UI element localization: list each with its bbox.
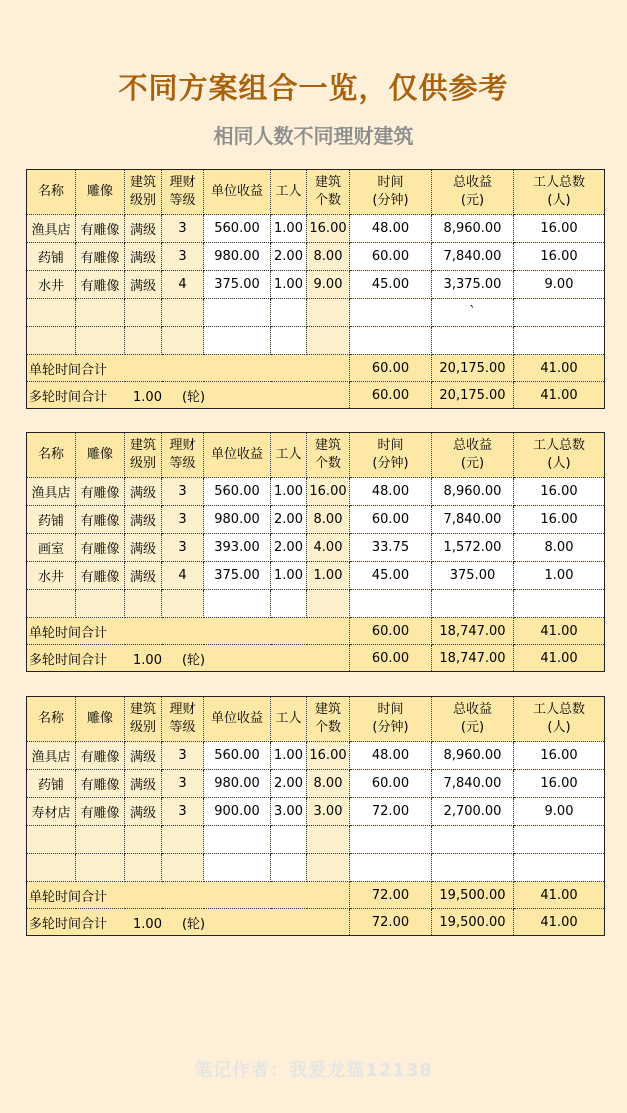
multi-round-income: 18,747.00 <box>432 645 514 672</box>
table-cell: 药铺 <box>27 243 76 271</box>
table-cell <box>204 826 271 854</box>
table-cell: 7,840.00 <box>432 770 514 798</box>
single-round-total-row <box>27 355 605 382</box>
table-cell: 16.00 <box>514 243 605 271</box>
table-cell <box>514 327 605 355</box>
header-text: 工人总数 <box>532 438 585 453</box>
table-cell <box>125 826 162 854</box>
multi-round-label-cell <box>27 909 350 936</box>
table-cell <box>514 826 605 854</box>
multi-round-workers: 41.00 <box>514 909 605 936</box>
multi-round-total-row <box>27 909 605 936</box>
table-cell: 有雕像 <box>76 742 125 770</box>
table-cell <box>307 826 350 854</box>
header-text: 级别 <box>129 456 156 471</box>
column-header <box>27 433 76 478</box>
table-cell: 有雕像 <box>76 215 125 243</box>
column-header <box>307 697 350 742</box>
multi-round-workers: 41.00 <box>514 382 605 409</box>
table-cell: 水井 <box>27 271 76 299</box>
column-header <box>350 697 432 742</box>
header-text: 个数 <box>314 720 341 735</box>
single-round-label: 单轮时间合计 <box>27 882 350 909</box>
table-row <box>27 798 605 826</box>
table-cell <box>271 826 307 854</box>
column-header <box>125 433 162 478</box>
column-header <box>76 433 125 478</box>
table-cell: 有雕像 <box>76 770 125 798</box>
column-header <box>27 170 76 215</box>
table-cell: 满级 <box>125 742 162 770</box>
plan-table <box>26 696 605 936</box>
column-header <box>432 433 514 478</box>
header-text: 时间 <box>377 702 404 717</box>
header-text: 工人总数 <box>532 175 585 190</box>
table-row <box>27 534 605 562</box>
header-text: 理财 <box>169 175 196 190</box>
table-cell: 满级 <box>125 534 162 562</box>
table-cell <box>350 854 432 882</box>
table-header-row <box>27 170 605 215</box>
single-round-time: 60.00 <box>350 618 432 645</box>
header-text: (分钟) <box>372 456 409 471</box>
table-cell: 寿材店 <box>27 798 76 826</box>
table-cell: 560.00 <box>204 478 271 506</box>
table-cell <box>162 826 204 854</box>
header-text: 建筑 <box>129 702 156 717</box>
header-text: 单位收益 <box>210 184 263 199</box>
table-cell: 393.00 <box>204 534 271 562</box>
table-cell: 3,375.00 <box>432 271 514 299</box>
table-cell: 有雕像 <box>76 534 125 562</box>
column-header <box>271 433 307 478</box>
table-cell: 3 <box>162 215 204 243</box>
table-cell: 33.75 <box>350 534 432 562</box>
round-unit: (轮) <box>181 652 206 668</box>
author-credit: 笔记作者：我爱龙猫12138 <box>194 1060 433 1081</box>
column-header <box>307 433 350 478</box>
multi-round-label: 多轮时间合计 <box>29 389 108 405</box>
table-cell <box>350 327 432 355</box>
table-cell <box>432 327 514 355</box>
header-text: 理财 <box>169 438 196 453</box>
table-cell: 满级 <box>125 770 162 798</box>
multi-round-total-row <box>27 382 605 409</box>
single-round-income: 20,175.00 <box>432 355 514 382</box>
table-cell <box>432 826 514 854</box>
column-header <box>514 433 605 478</box>
table-cell <box>307 299 350 327</box>
table-cell: 900.00 <box>204 798 271 826</box>
column-header <box>432 697 514 742</box>
header-text: 单位收益 <box>210 447 263 462</box>
column-header <box>162 433 204 478</box>
table-cell: 有雕像 <box>76 478 125 506</box>
table-row <box>27 271 605 299</box>
table-cell: 16.00 <box>514 742 605 770</box>
header-text: (人) <box>547 720 571 735</box>
column-header <box>432 170 514 215</box>
table-cell <box>432 590 514 618</box>
table-cell <box>204 327 271 355</box>
table-row <box>27 590 605 618</box>
table-cell: 60.00 <box>350 243 432 271</box>
table-row <box>27 215 605 243</box>
table-cell: 渔具店 <box>27 215 76 243</box>
header-text: (人) <box>547 456 571 471</box>
header-text: 级别 <box>129 193 156 208</box>
column-header <box>204 697 271 742</box>
table-cell: 45.00 <box>350 562 432 590</box>
header-text: 等级 <box>169 193 196 208</box>
table-cell <box>204 590 271 618</box>
table-cell <box>27 854 76 882</box>
table-cell: 3 <box>162 534 204 562</box>
header-text: 工人总数 <box>532 702 585 717</box>
table-cell: 2.00 <box>271 770 307 798</box>
table-cell <box>271 299 307 327</box>
header-text: 名称 <box>37 447 64 462</box>
table-cell: 画室 <box>27 534 76 562</box>
table-cell: 4 <box>162 271 204 299</box>
table-cell: 1.00 <box>271 742 307 770</box>
table-cell <box>125 299 162 327</box>
table-cell: 3 <box>162 742 204 770</box>
single-round-income: 18,747.00 <box>432 618 514 645</box>
column-header <box>76 170 125 215</box>
table-row <box>27 327 605 355</box>
table-cell: 60.00 <box>350 770 432 798</box>
table-cell <box>307 854 350 882</box>
header-text: 等级 <box>169 456 196 471</box>
table-cell: 药铺 <box>27 770 76 798</box>
header-text: 等级 <box>169 720 196 735</box>
table-row <box>27 299 605 327</box>
header-text: 建筑 <box>314 702 341 717</box>
multi-round-label: 多轮时间合计 <box>29 652 108 668</box>
header-text: 雕像 <box>86 711 113 726</box>
table-cell <box>162 299 204 327</box>
header-text: (分钟) <box>372 720 409 735</box>
multi-round-label-cell <box>27 645 350 672</box>
table-cell <box>76 327 125 355</box>
table-cell: 48.00 <box>350 215 432 243</box>
table-cell: 8.00 <box>307 243 350 271</box>
table-cell: 渔具店 <box>27 742 76 770</box>
table-cell: 1.00 <box>271 562 307 590</box>
table-row <box>27 243 605 271</box>
table-cell: 16.00 <box>514 506 605 534</box>
table-cell: 560.00 <box>204 742 271 770</box>
header-text: 总收益 <box>452 175 492 190</box>
table-cell: 45.00 <box>350 271 432 299</box>
page-subtitle: 相同人数不同理财建筑 <box>213 124 414 148</box>
table-cell: 1.00 <box>271 271 307 299</box>
table-cell: 2.00 <box>271 243 307 271</box>
single-round-label: 单轮时间合计 <box>27 618 350 645</box>
multi-round-label-cell <box>27 382 350 409</box>
table-cell <box>125 327 162 355</box>
table-cell: 980.00 <box>204 506 271 534</box>
header-text: 工人 <box>275 447 302 462</box>
table-cell: 1.00 <box>514 562 605 590</box>
plan-table <box>26 169 605 409</box>
table-cell: 2.00 <box>271 534 307 562</box>
column-header <box>204 433 271 478</box>
table-cell: 3 <box>162 506 204 534</box>
table-cell: 375.00 <box>432 562 514 590</box>
table-row <box>27 826 605 854</box>
table-cell: 9.00 <box>514 798 605 826</box>
table-cell: 375.00 <box>204 562 271 590</box>
header-text: (元) <box>460 720 485 735</box>
table-row <box>27 562 605 590</box>
header-text: 建筑 <box>314 175 341 190</box>
table-cell: 有雕像 <box>76 243 125 271</box>
table-cell: 满级 <box>125 215 162 243</box>
header-text: 总收益 <box>452 438 492 453</box>
header-text: 总收益 <box>452 702 492 717</box>
header-text: 个数 <box>314 456 341 471</box>
single-round-label: 单轮时间合计 <box>27 355 350 382</box>
table-cell <box>27 299 76 327</box>
multi-round-total-row <box>27 645 605 672</box>
table-cell: 48.00 <box>350 742 432 770</box>
header-text: 雕像 <box>86 184 113 199</box>
header-text: 建筑 <box>314 438 341 453</box>
table-cell: 4 <box>162 562 204 590</box>
header-text: (人) <box>547 193 571 208</box>
table-cell <box>27 327 76 355</box>
table-cell <box>76 826 125 854</box>
table-cell: 8,960.00 <box>432 742 514 770</box>
header-text: 个数 <box>314 193 341 208</box>
round-unit: (轮) <box>181 916 206 932</box>
table-cell: 16.00 <box>307 742 350 770</box>
table-cell: 1.00 <box>307 562 350 590</box>
column-header <box>27 697 76 742</box>
table-cell: 有雕像 <box>76 506 125 534</box>
header-text: 建筑 <box>129 175 156 190</box>
header-text: 时间 <box>377 438 404 453</box>
header-text: 工人 <box>275 184 302 199</box>
multi-round-time: 60.00 <box>350 382 432 409</box>
table-cell <box>307 327 350 355</box>
header-text: 名称 <box>37 184 64 199</box>
table-cell: 9.00 <box>307 271 350 299</box>
table-cell <box>76 854 125 882</box>
column-header <box>162 170 204 215</box>
table-cell <box>125 590 162 618</box>
table-cell: 2,700.00 <box>432 798 514 826</box>
table-cell: 1.00 <box>271 215 307 243</box>
table-cell: 8.00 <box>514 534 605 562</box>
table-row <box>27 854 605 882</box>
table-cell <box>27 826 76 854</box>
table-cell: 渔具店 <box>27 478 76 506</box>
table-cell <box>514 299 605 327</box>
table-cell <box>350 299 432 327</box>
table-cell: 7,840.00 <box>432 506 514 534</box>
header-text: 名称 <box>37 711 64 726</box>
table-cell: 8,960.00 <box>432 478 514 506</box>
single-round-total-row <box>27 882 605 909</box>
round-count: 1.00 <box>133 652 162 668</box>
table-cell: 3 <box>162 798 204 826</box>
table-header-row <box>27 697 605 742</box>
table-cell: 60.00 <box>350 506 432 534</box>
table-cell: ` <box>432 299 514 327</box>
table-cell: 8.00 <box>307 506 350 534</box>
column-header <box>271 170 307 215</box>
table-cell <box>350 590 432 618</box>
table-cell <box>162 854 204 882</box>
multi-round-time: 60.00 <box>350 645 432 672</box>
table-row <box>27 478 605 506</box>
round-count: 1.00 <box>133 916 162 932</box>
table-cell <box>125 854 162 882</box>
column-header <box>204 170 271 215</box>
column-header <box>307 170 350 215</box>
column-header <box>350 433 432 478</box>
table-cell <box>307 590 350 618</box>
table-cell: 3.00 <box>307 798 350 826</box>
header-text: (元) <box>460 193 485 208</box>
multi-round-time: 72.00 <box>350 909 432 936</box>
header-text: (元) <box>460 456 485 471</box>
multi-round-workers: 41.00 <box>514 645 605 672</box>
table-row <box>27 742 605 770</box>
table-cell: 满级 <box>125 478 162 506</box>
table-cell: 1,572.00 <box>432 534 514 562</box>
table-cell <box>271 854 307 882</box>
table-cell: 16.00 <box>307 215 350 243</box>
table-cell: 48.00 <box>350 478 432 506</box>
plan-table <box>26 432 605 672</box>
table-cell <box>271 590 307 618</box>
column-header <box>350 170 432 215</box>
header-text: 单位收益 <box>210 711 263 726</box>
single-round-workers: 41.00 <box>514 618 605 645</box>
table-cell <box>204 854 271 882</box>
table-cell: 16.00 <box>307 478 350 506</box>
header-text: 建筑 <box>129 438 156 453</box>
round-unit: (轮) <box>181 389 206 405</box>
table-cell: 7,840.00 <box>432 243 514 271</box>
column-header <box>162 697 204 742</box>
table-cell <box>432 854 514 882</box>
table-cell: 980.00 <box>204 243 271 271</box>
table-cell <box>514 854 605 882</box>
table-cell: 有雕像 <box>76 271 125 299</box>
table-cell: 72.00 <box>350 798 432 826</box>
table-cell: 3 <box>162 243 204 271</box>
table-cell: 16.00 <box>514 770 605 798</box>
column-header <box>271 697 307 742</box>
table-cell <box>162 327 204 355</box>
table-cell: 满级 <box>125 243 162 271</box>
table-row <box>27 770 605 798</box>
table-cell: 8.00 <box>307 770 350 798</box>
multi-round-label: 多轮时间合计 <box>29 916 108 932</box>
header-text: (分钟) <box>372 193 409 208</box>
column-header <box>514 170 605 215</box>
table-cell: 2.00 <box>271 506 307 534</box>
column-header <box>125 170 162 215</box>
multi-round-income: 19,500.00 <box>432 909 514 936</box>
table-cell: 8,960.00 <box>432 215 514 243</box>
table-cell <box>76 590 125 618</box>
table-cell <box>162 590 204 618</box>
table-cell <box>27 590 76 618</box>
single-round-income: 19,500.00 <box>432 882 514 909</box>
column-header <box>514 697 605 742</box>
table-cell: 980.00 <box>204 770 271 798</box>
single-round-workers: 41.00 <box>514 882 605 909</box>
multi-round-income: 20,175.00 <box>432 382 514 409</box>
table-row <box>27 506 605 534</box>
table-cell <box>204 299 271 327</box>
single-round-total-row <box>27 618 605 645</box>
single-round-time: 60.00 <box>350 355 432 382</box>
round-count: 1.00 <box>133 389 162 405</box>
table-cell <box>271 327 307 355</box>
header-text: 理财 <box>169 702 196 717</box>
table-cell: 16.00 <box>514 215 605 243</box>
column-header <box>125 697 162 742</box>
table-cell: 3 <box>162 478 204 506</box>
table-cell <box>514 590 605 618</box>
single-round-time: 72.00 <box>350 882 432 909</box>
table-cell: 满级 <box>125 271 162 299</box>
table-cell <box>350 826 432 854</box>
column-header <box>76 697 125 742</box>
single-round-workers: 41.00 <box>514 355 605 382</box>
table-cell: 药铺 <box>27 506 76 534</box>
table-cell: 有雕像 <box>76 798 125 826</box>
header-text: 工人 <box>275 711 302 726</box>
table-cell: 有雕像 <box>76 562 125 590</box>
table-cell: 3 <box>162 770 204 798</box>
table-cell: 4.00 <box>307 534 350 562</box>
header-text: 级别 <box>129 720 156 735</box>
table-cell <box>76 299 125 327</box>
table-cell: 满级 <box>125 562 162 590</box>
table-header-row <box>27 433 605 478</box>
table-cell: 3.00 <box>271 798 307 826</box>
table-cell: 满级 <box>125 506 162 534</box>
table-cell: 375.00 <box>204 271 271 299</box>
page-title: 不同方案组合一览，仅供参考 <box>118 71 509 105</box>
table-cell: 9.00 <box>514 271 605 299</box>
header-text: 时间 <box>377 175 404 190</box>
table-cell: 1.00 <box>271 478 307 506</box>
table-cell: 16.00 <box>514 478 605 506</box>
table-cell: 560.00 <box>204 215 271 243</box>
table-cell: 水井 <box>27 562 76 590</box>
table-cell: 满级 <box>125 798 162 826</box>
header-text: 雕像 <box>86 447 113 462</box>
